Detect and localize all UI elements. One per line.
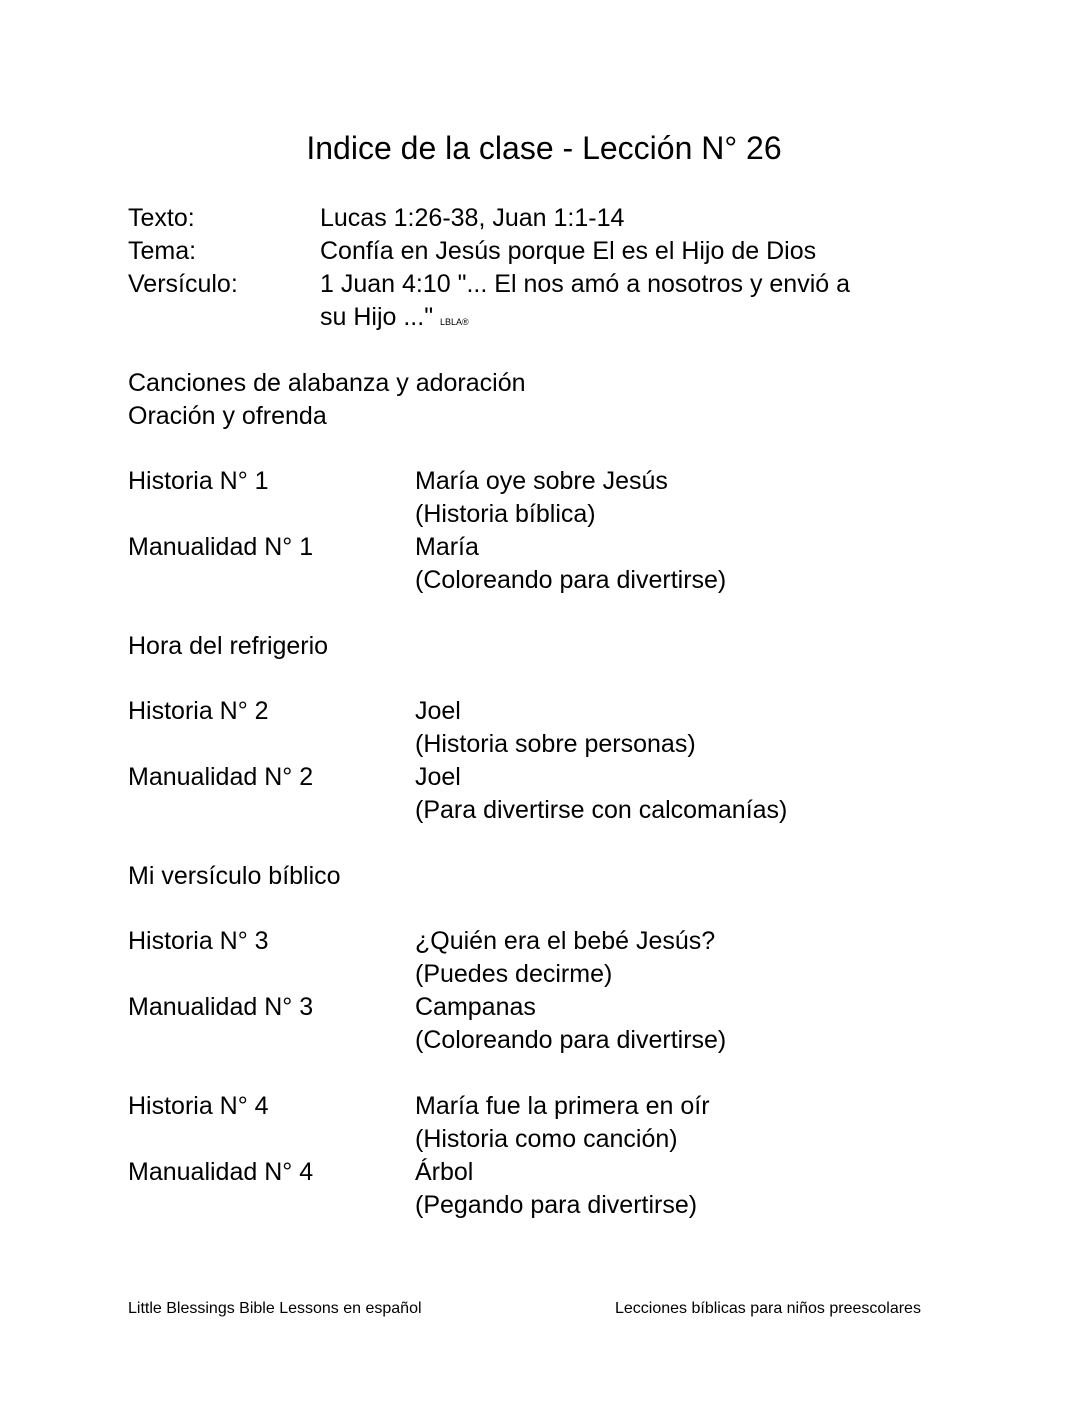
manualidad-4-label: Manualidad N° 4 (128, 1158, 314, 1186)
manualidad-1-title: María (415, 533, 479, 561)
activity-songs: Canciones de alabanza y adoración (128, 369, 526, 397)
versiculo-line-2-text: su Hijo ..." (320, 303, 434, 331)
tema-value: Confía en Jesús porque El es el Hijo de Dios (320, 237, 817, 265)
manualidad-1-note: (Coloreando para divertirse) (415, 566, 727, 594)
historia-3-note: (Puedes decirme) (415, 960, 613, 988)
historia-4-label: Historia N° 4 (128, 1092, 269, 1120)
manualidad-2-note: (Para divertirse con calcomanías) (415, 796, 788, 824)
footer-right: Lecciones bíblicas para niños preescolares (615, 1300, 921, 1317)
historia-1-label: Historia N° 1 (128, 467, 269, 495)
manualidad-2-title: Joel (415, 763, 461, 791)
page-title: Indice de la clase - Lección N° 26 (306, 130, 782, 166)
historia-4-title: María fue la primera en oír (415, 1092, 710, 1120)
historia-1-title: María oye sobre Jesús (415, 467, 668, 495)
manualidad-3-title: Campanas (415, 993, 536, 1021)
footer-left: Little Blessings Bible Lessons en español (128, 1300, 422, 1317)
activity-prayer: Oración y ofrenda (128, 402, 327, 430)
manualidad-4-title: Árbol (415, 1158, 474, 1186)
historia-2-label: Historia N° 2 (128, 697, 269, 725)
texto-value: Lucas 1:26-38, Juan 1:1-14 (320, 204, 625, 232)
manualidad-1-label: Manualidad N° 1 (128, 533, 314, 561)
historia-1-note: (Historia bíblica) (415, 500, 596, 528)
verse-break: Mi versículo bíblico (128, 862, 341, 890)
versiculo-line-1: 1 Juan 4:10 "... El nos amó a nosotros y envió a (320, 270, 851, 298)
snack-break: Hora del refrigerio (128, 632, 329, 660)
historia-2-title: Joel (415, 697, 461, 725)
tema-label: Tema: (128, 237, 197, 265)
manualidad-2-label: Manualidad N° 2 (128, 763, 314, 791)
manualidad-3-note: (Coloreando para divertirse) (415, 1026, 727, 1054)
historia-4-note: (Historia como canción) (415, 1125, 678, 1153)
lbla-mark: LBLA® (440, 317, 469, 327)
manualidad-4-note: (Pegando para divertirse) (415, 1191, 698, 1219)
versiculo-label: Versículo: (128, 270, 238, 298)
texto-label: Texto: (128, 204, 195, 232)
historia-3-title: ¿Quién era el bebé Jesús? (415, 927, 716, 955)
manualidad-3-label: Manualidad N° 3 (128, 993, 314, 1021)
historia-3-label: Historia N° 3 (128, 927, 269, 955)
versiculo-line-2 (320, 301, 469, 338)
historia-2-note: (Historia sobre personas) (415, 730, 696, 758)
